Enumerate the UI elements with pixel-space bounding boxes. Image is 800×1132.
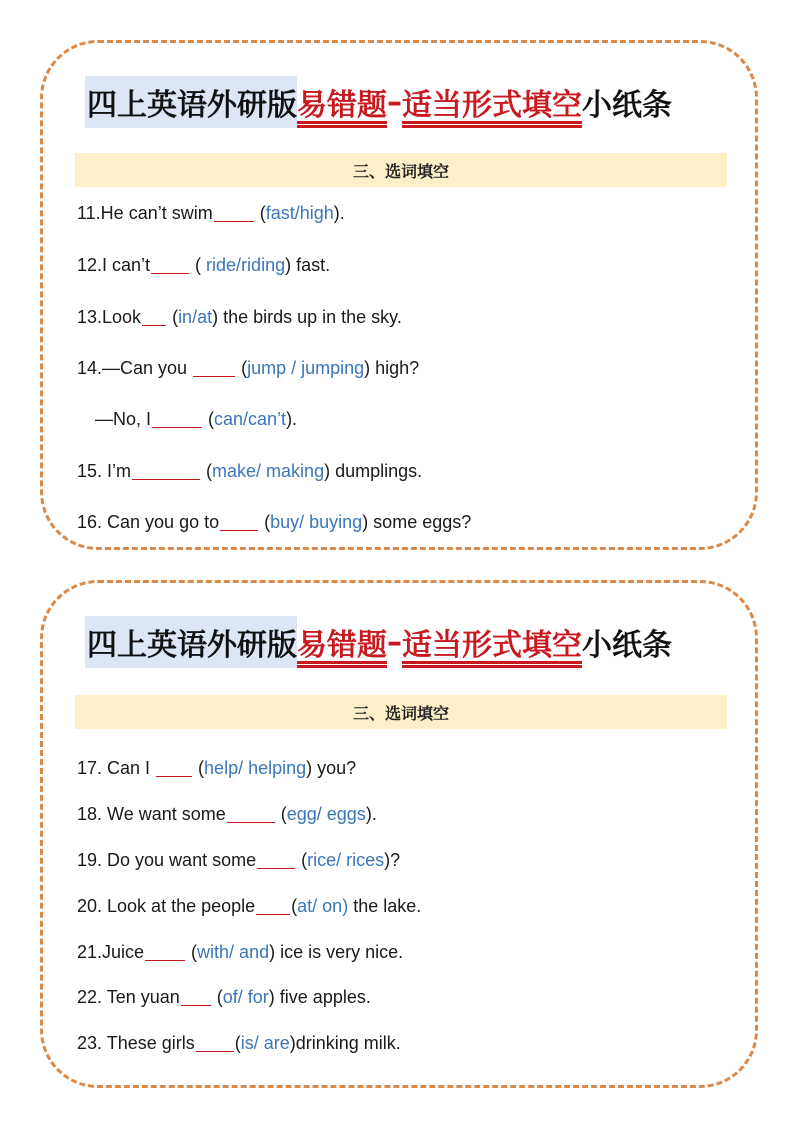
- title-part-note: 小纸条: [582, 628, 672, 663]
- answer-blank: [151, 272, 189, 274]
- section-header: 三、选词填空: [75, 695, 727, 729]
- question-17: [77, 758, 356, 779]
- question-11: [77, 203, 345, 224]
- question-20: [77, 896, 421, 917]
- title-part-grade: 四上英语外研版: [85, 76, 297, 128]
- answer-blank: [227, 821, 275, 823]
- question-text: 23. These girls: [77, 1033, 195, 1053]
- answer-blank: [220, 529, 258, 531]
- question-text: 22. Ten yuan: [77, 987, 180, 1007]
- paren-open: (: [275, 804, 287, 824]
- word-options: rice/ rices: [307, 850, 385, 870]
- question-text: 19. Do you want some: [77, 850, 257, 870]
- question-text: 12.I can’t: [77, 255, 151, 275]
- question-text: 20. Look at the people: [77, 896, 256, 916]
- question-19: [77, 850, 400, 871]
- answer-blank: [256, 913, 290, 915]
- paren-open: (: [296, 850, 308, 870]
- word-options: buy/ buying: [270, 512, 363, 532]
- question-tail: ) high?: [364, 358, 420, 378]
- question-text: —No, I: [95, 409, 152, 429]
- question-tail: ) dumplings.: [324, 461, 423, 481]
- answer-blank: [181, 1004, 211, 1006]
- question-21: [77, 942, 403, 963]
- paren-open: (: [254, 203, 266, 223]
- note-card-1: [40, 40, 758, 550]
- word-options: fast/high: [265, 203, 334, 223]
- paren-open: (: [186, 942, 198, 962]
- title-part-note: 小纸条: [582, 88, 672, 123]
- card-title: [85, 77, 672, 127]
- word-options: in/at: [178, 307, 213, 327]
- question-tail: ) you?: [306, 758, 357, 778]
- question-tail: ).: [286, 409, 298, 429]
- paren-open: (: [259, 512, 271, 532]
- answer-blank: [257, 867, 295, 869]
- answer-blank: [214, 220, 254, 222]
- question-tail: ) fast.: [285, 255, 331, 275]
- answer-blank: [142, 324, 166, 326]
- answer-blank: [193, 375, 235, 377]
- question-22: [77, 987, 371, 1008]
- title-dash: –: [387, 624, 402, 660]
- question-14: [77, 358, 419, 379]
- section-header: 三、选词填空: [75, 153, 727, 187]
- question-text: 13.Look: [77, 307, 142, 327]
- paren-open: (: [193, 758, 205, 778]
- title-part-grade: 四上英语外研版: [85, 616, 297, 668]
- question-tail: the lake.: [348, 896, 422, 916]
- paren-open: (: [190, 255, 207, 275]
- word-options: make/ making: [212, 461, 325, 481]
- question-tail: )?: [384, 850, 401, 870]
- question-12: [77, 255, 330, 276]
- word-options: can/can’t: [214, 409, 287, 429]
- question-14-reply: [95, 409, 297, 430]
- word-options: ride/riding: [206, 255, 286, 275]
- question-15: [77, 461, 422, 482]
- question-tail: ) some eggs?: [362, 512, 472, 532]
- answer-blank: [196, 1050, 234, 1052]
- word-options: help/ helping: [204, 758, 307, 778]
- title-part-topic: 适当形式填空: [402, 628, 582, 663]
- question-tail: ).: [365, 804, 377, 824]
- paren-open: (: [234, 1033, 241, 1053]
- paren-open: (: [211, 987, 223, 1007]
- paren-open: (: [167, 307, 179, 327]
- word-options: at/ on): [297, 896, 349, 916]
- answer-blank: [132, 478, 200, 480]
- question-tail: ) the birds up in the sky.: [212, 307, 402, 327]
- question-tail: ) ice is very nice.: [269, 942, 404, 962]
- word-options: with/ and: [197, 942, 270, 962]
- question-text: 17. Can I: [77, 758, 156, 778]
- answer-blank: [145, 959, 185, 961]
- question-tail: ).: [333, 203, 345, 223]
- question-text: 16. Can you go to: [77, 512, 220, 532]
- word-options: is/ are: [240, 1033, 290, 1053]
- question-text: 11.He can’t swim: [77, 203, 213, 223]
- question-16: [77, 512, 471, 533]
- question-text: 21.Juice: [77, 942, 145, 962]
- question-13: [77, 307, 402, 328]
- paren-open: (: [201, 461, 213, 481]
- word-options: jump / jumping: [247, 358, 365, 378]
- question-18: [77, 804, 377, 825]
- paren-open: (: [291, 896, 298, 916]
- title-part-mistakes: 易错题: [297, 628, 387, 663]
- question-tail: ) five apples.: [268, 987, 371, 1007]
- word-options: egg/ eggs: [286, 804, 366, 824]
- question-23: [77, 1033, 401, 1054]
- paren-open: (: [236, 358, 248, 378]
- question-text: 14.—Can you: [77, 358, 193, 378]
- question-text: 18. We want some: [77, 804, 226, 824]
- question-tail: )drinking milk.: [289, 1033, 401, 1053]
- title-part-mistakes: 易错题: [297, 88, 387, 123]
- title-part-topic: 适当形式填空: [402, 88, 582, 123]
- question-text: 15. I’m: [77, 461, 132, 481]
- card-title: [85, 617, 672, 667]
- note-card-2: [40, 580, 758, 1088]
- answer-blank: [156, 775, 192, 777]
- paren-open: (: [203, 409, 215, 429]
- title-dash: –: [387, 84, 402, 120]
- word-options: of/ for: [222, 987, 269, 1007]
- answer-blank: [152, 426, 202, 428]
